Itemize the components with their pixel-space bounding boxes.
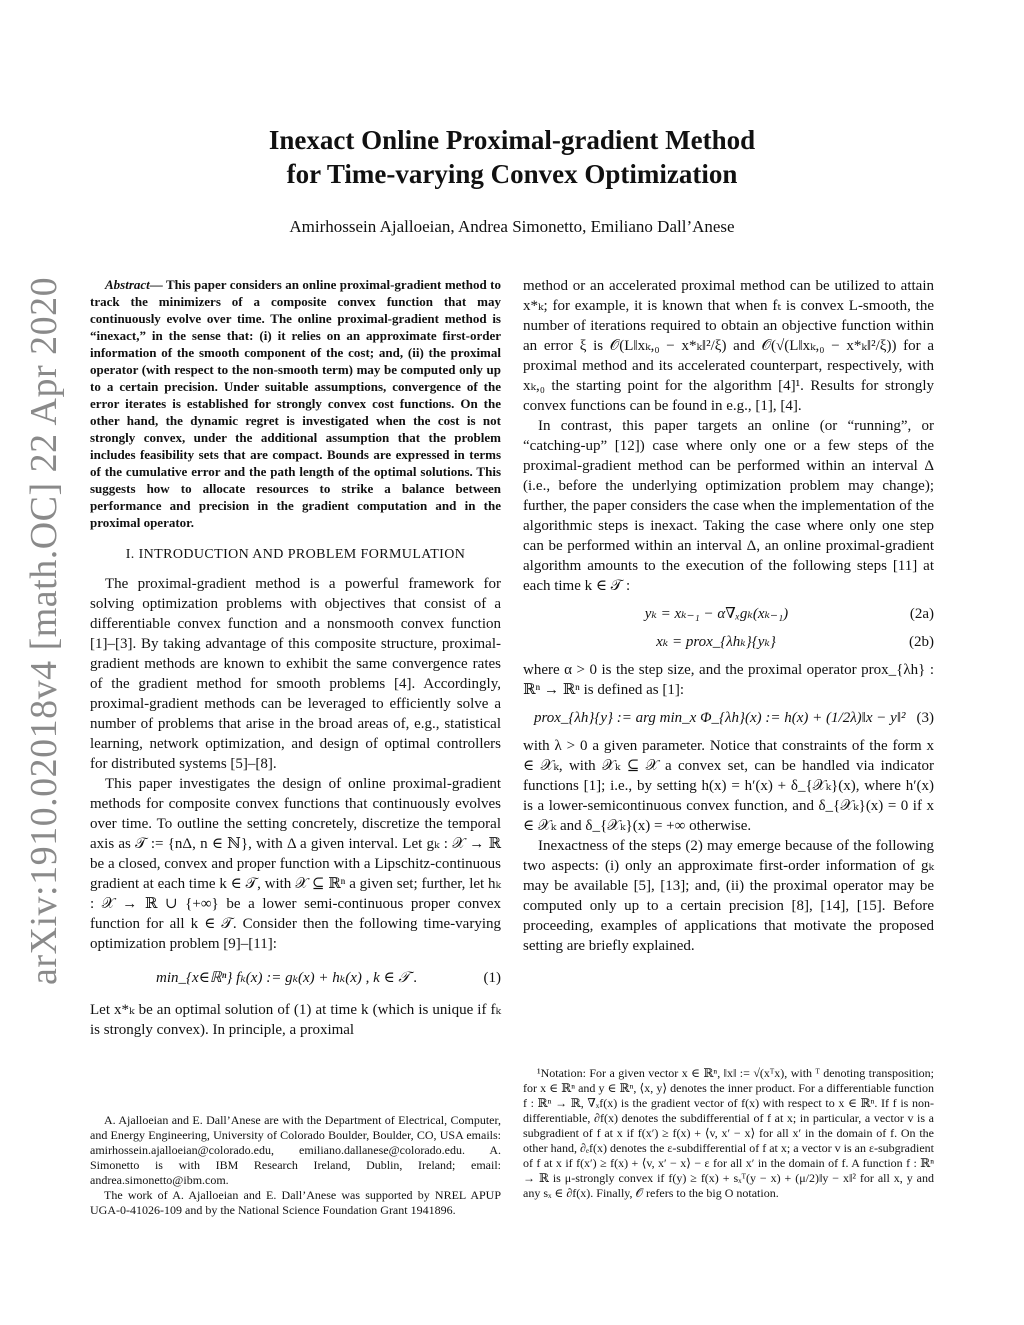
intro-paragraph-2: This paper investigates the design of online proximal-gradient methods for composite convex functions that continuously evolves over time. To outline the setting concretely, discretize the temporal axis as 𝒯 := {nΔ, n ∈ ℕ}, with Δ a given interval. Let gₖ : 𝒳 → ℝ be a closed, convex and proper function with a Lipschitz-continuous gradient at each time k ∈ 𝒯, with 𝒳 ⊆ ℝⁿ a given set; further, let hₖ : 𝒳 → ℝ ∪ {+∞} be a lower semi-continuous proper convex function for all k ∈ 𝒯. Consider then the following time-varying optimization problem [9]–[11]: bbox=[90, 776, 501, 952]
notation-footnote: ¹Notation: For a given vector x ∈ ℝⁿ, ‖x‖ := √(xᵀx), with ᵀ denoting transposition; for x ∈ ℝⁿ and y ∈ ℝⁿ, ⟨x, y⟩ denotes the inner product. For a differentiable function f : ℝⁿ → ℝ, ∇ₓf(x) is the gradient vector of f(x) with respect to x ∈ ℝⁿ. If f is non-differentiable, ∂f(x) denotes the subdifferential of f at x; in particular, a vector v is a subgradient of f at x if f(x′) ≥ f(x) + ⟨v, x′ − x⟩ for all x′ in the domain of f. On the other hand, ∂ₑf(x) denotes the ε-subdifferential of f at x; a vector v is an ε-subgradient of f at x if f(x′) ≥ f(x) + ⟨v, x′ − x⟩ − ε for all x′ in the domain of f. A function f : ℝⁿ → ℝ is μ-strongly convex if f(y) ≥ f(x) + sₓᵀ(y − x) + (μ/2)‖y − x‖² for all x, y and any sₓ ∈ ∂f(x). Finally, 𝒪 refers to the big O notation. bbox=[523, 1066, 934, 1200]
section-heading: I. INTRODUCTION AND PROBLEM FORMULATION bbox=[125, 547, 466, 562]
abstract-label: Abstract bbox=[105, 277, 150, 292]
equation-3 bbox=[523, 708, 934, 728]
right-paragraph-2: In contrast, this paper targets an online (or “running”, or “catching-up” [12]) case where only one or a few steps of the proximal-gradient method can be performed within an interval Δ (i.e., before the underlying optimization problem may change); further, the paper considers the case when the implementation of the algorithmic steps is inexact. Taking the case where only one step can be performed within an interval Δ, an online proximal-gradient algorithm amounts to the execution of the following steps [11] at each time k ∈ 𝒯 : bbox=[523, 418, 934, 594]
right-paragraph-5: Inexactness of the steps (2) may emerge because of the following two aspects: (i) only an approximate first-order information of gₖ may be available [5], [13]; and, (ii) the proximal operator may be computed only up to a certain precision [8], [14], [15]. Before proceeding, examples of applications that motivate the proposed setting are briefly explained. bbox=[523, 838, 934, 954]
left-column bbox=[90, 276, 501, 1040]
funding-footnote: The work of A. Ajalloeian and E. Dall’Anese was supported by NREL APUP UGA-0-41026-109 and by the National Science Foundation Grant 1941896. bbox=[90, 1188, 501, 1217]
left-footnotes bbox=[90, 1113, 501, 1218]
equation-3-number: (3) bbox=[916, 710, 934, 726]
paper-title bbox=[0, 123, 1024, 191]
equation-2a-body: yₖ = xₖ₋₁ − α∇ₓgₖ(xₖ₋₁) bbox=[644, 606, 789, 622]
intro-paragraph-3: Let x*ₖ be an optimal solution of (1) at time k (which is unique if fₖ is strongly convex). In principle, a proximal bbox=[90, 1002, 501, 1038]
notation-footnote-block bbox=[523, 1066, 934, 1201]
equation-2b bbox=[523, 632, 934, 652]
right-column bbox=[523, 276, 934, 956]
title-line-2: for Time-varying Convex Optimization bbox=[286, 159, 738, 189]
abstract bbox=[90, 276, 501, 531]
equation-2a-number: (2a) bbox=[909, 606, 934, 622]
equation-1 bbox=[90, 968, 501, 988]
equation-2a bbox=[523, 604, 934, 624]
equation-2b-body: xₖ = prox_{λhₖ}{yₖ} bbox=[656, 634, 776, 650]
author-list: Amirhossein Ajalloeian, Andrea Simonetto, Emiliano Dall’Anese bbox=[289, 217, 735, 236]
equation-1-number: (1) bbox=[483, 970, 501, 986]
equation-1-body: min_{x∈ℝⁿ} fₖ(x) := gₖ(x) + hₖ(x) , k ∈ 𝒯 . bbox=[156, 970, 418, 986]
arxiv-stamp: arXiv:1910.02018v4 [math.OC] 22 Apr 2020 bbox=[23, 276, 65, 985]
right-paragraph-4: with λ > 0 a given parameter. Notice that constraints of the form x ∈ 𝒳ₖ, with 𝒳ₖ ⊆ 𝒳 a convex set, can be handled via indicator functions [1]; i.e., by setting h(x) = h′(x) + δ_{𝒳ₖ}(x), where h′(x) is a lower-semicontinuous convex function, and δ_{𝒳ₖ}(x) = 0 if x ∈ 𝒳ₖ and δ_{𝒳ₖ}(x) = +∞ otherwise. bbox=[523, 738, 934, 834]
abstract-text: — This paper considers an online proximal-gradient method to track the minimizers of a composite convex function that may continuously evolve over time. The online proximal-gradient method is “inexact,” in the sense that: (i) it relies on an approximate first-order information of the smooth component of the cost; and, (ii) the proximal operator (with respect to the non-smooth term) may be computed only up to a certain precision. Under suitable assumptions, convergence of the error iterates is established for strongly convex cost functions. On the other hand, the dynamic regret is investigated when the cost is not strongly convex, under the additional assumption that the problem includes feasibility sets that are compact. Bounds are expressed in terms of the cumulative error and the path length of the optimal solutions. This suggests how to allocate resources to strike a balance between performance and precision in the gradient computation and in the proximal operator. bbox=[90, 277, 501, 530]
intro-paragraph-1: The proximal-gradient method is a powerful framework for solving optimization problems with objectives that consist of a differentiable convex function and a nonsmooth convex function [1]–[3]. By taking advantage of this composite structure, proximal-gradient methods are known to exhibit the same convergence rates of the gradient method for smooth problems [4]. Accordingly, proximal-gradient methods can be leveraged to efficiently solve a number of problems that arise in the broad areas of, e.g., statistical learning, network optimization, and design of optimal controllers for distributed systems [5]–[8]. bbox=[90, 576, 501, 772]
title-line-1: Inexact Online Proximal-gradient Method bbox=[268, 125, 756, 155]
affiliation-footnote: A. Ajalloeian and E. Dall’Anese are with the Department of Electrical, Computer, and Energy Engineering, University of Colorado Boulder, Boulder, CO, USA emails: amirhossein.ajalloeian@colorado.edu, emiliano.dallanese@colorado.edu. A. Simonetto is with IBM Research Ireland, Dublin, Ireland; email: andrea.simonetto@ibm.com. bbox=[90, 1113, 501, 1187]
right-paragraph-1: method or an accelerated proximal method can be utilized to attain x*ₖ; for example, it is known that when fₜ is convex L-smooth, the number of iterations required to obtain an objective function within an error ξ is 𝒪(L‖xₖ,₀ − x*ₖ‖²/ξ) and 𝒪(√(L‖xₖ,₀ − x*ₖ‖²/ξ)) for a proximal method and its accelerated counterpart, respectively, with xₖ,₀ the starting point for the algorithm [4]¹. Results for strongly convex functions can be found in e.g., [1], [4]. bbox=[523, 278, 934, 414]
right-paragraph-3: where α > 0 is the step size, and the proximal operator prox_{λh} : ℝⁿ → ℝⁿ is defined as [1]: bbox=[523, 662, 934, 698]
equation-3-body: prox_{λh}{y} := arg min_x Φ_{λh}(x) := h(x) + (1/2λ)‖x − y‖² bbox=[533, 710, 906, 726]
equation-2b-number: (2b) bbox=[909, 634, 934, 650]
